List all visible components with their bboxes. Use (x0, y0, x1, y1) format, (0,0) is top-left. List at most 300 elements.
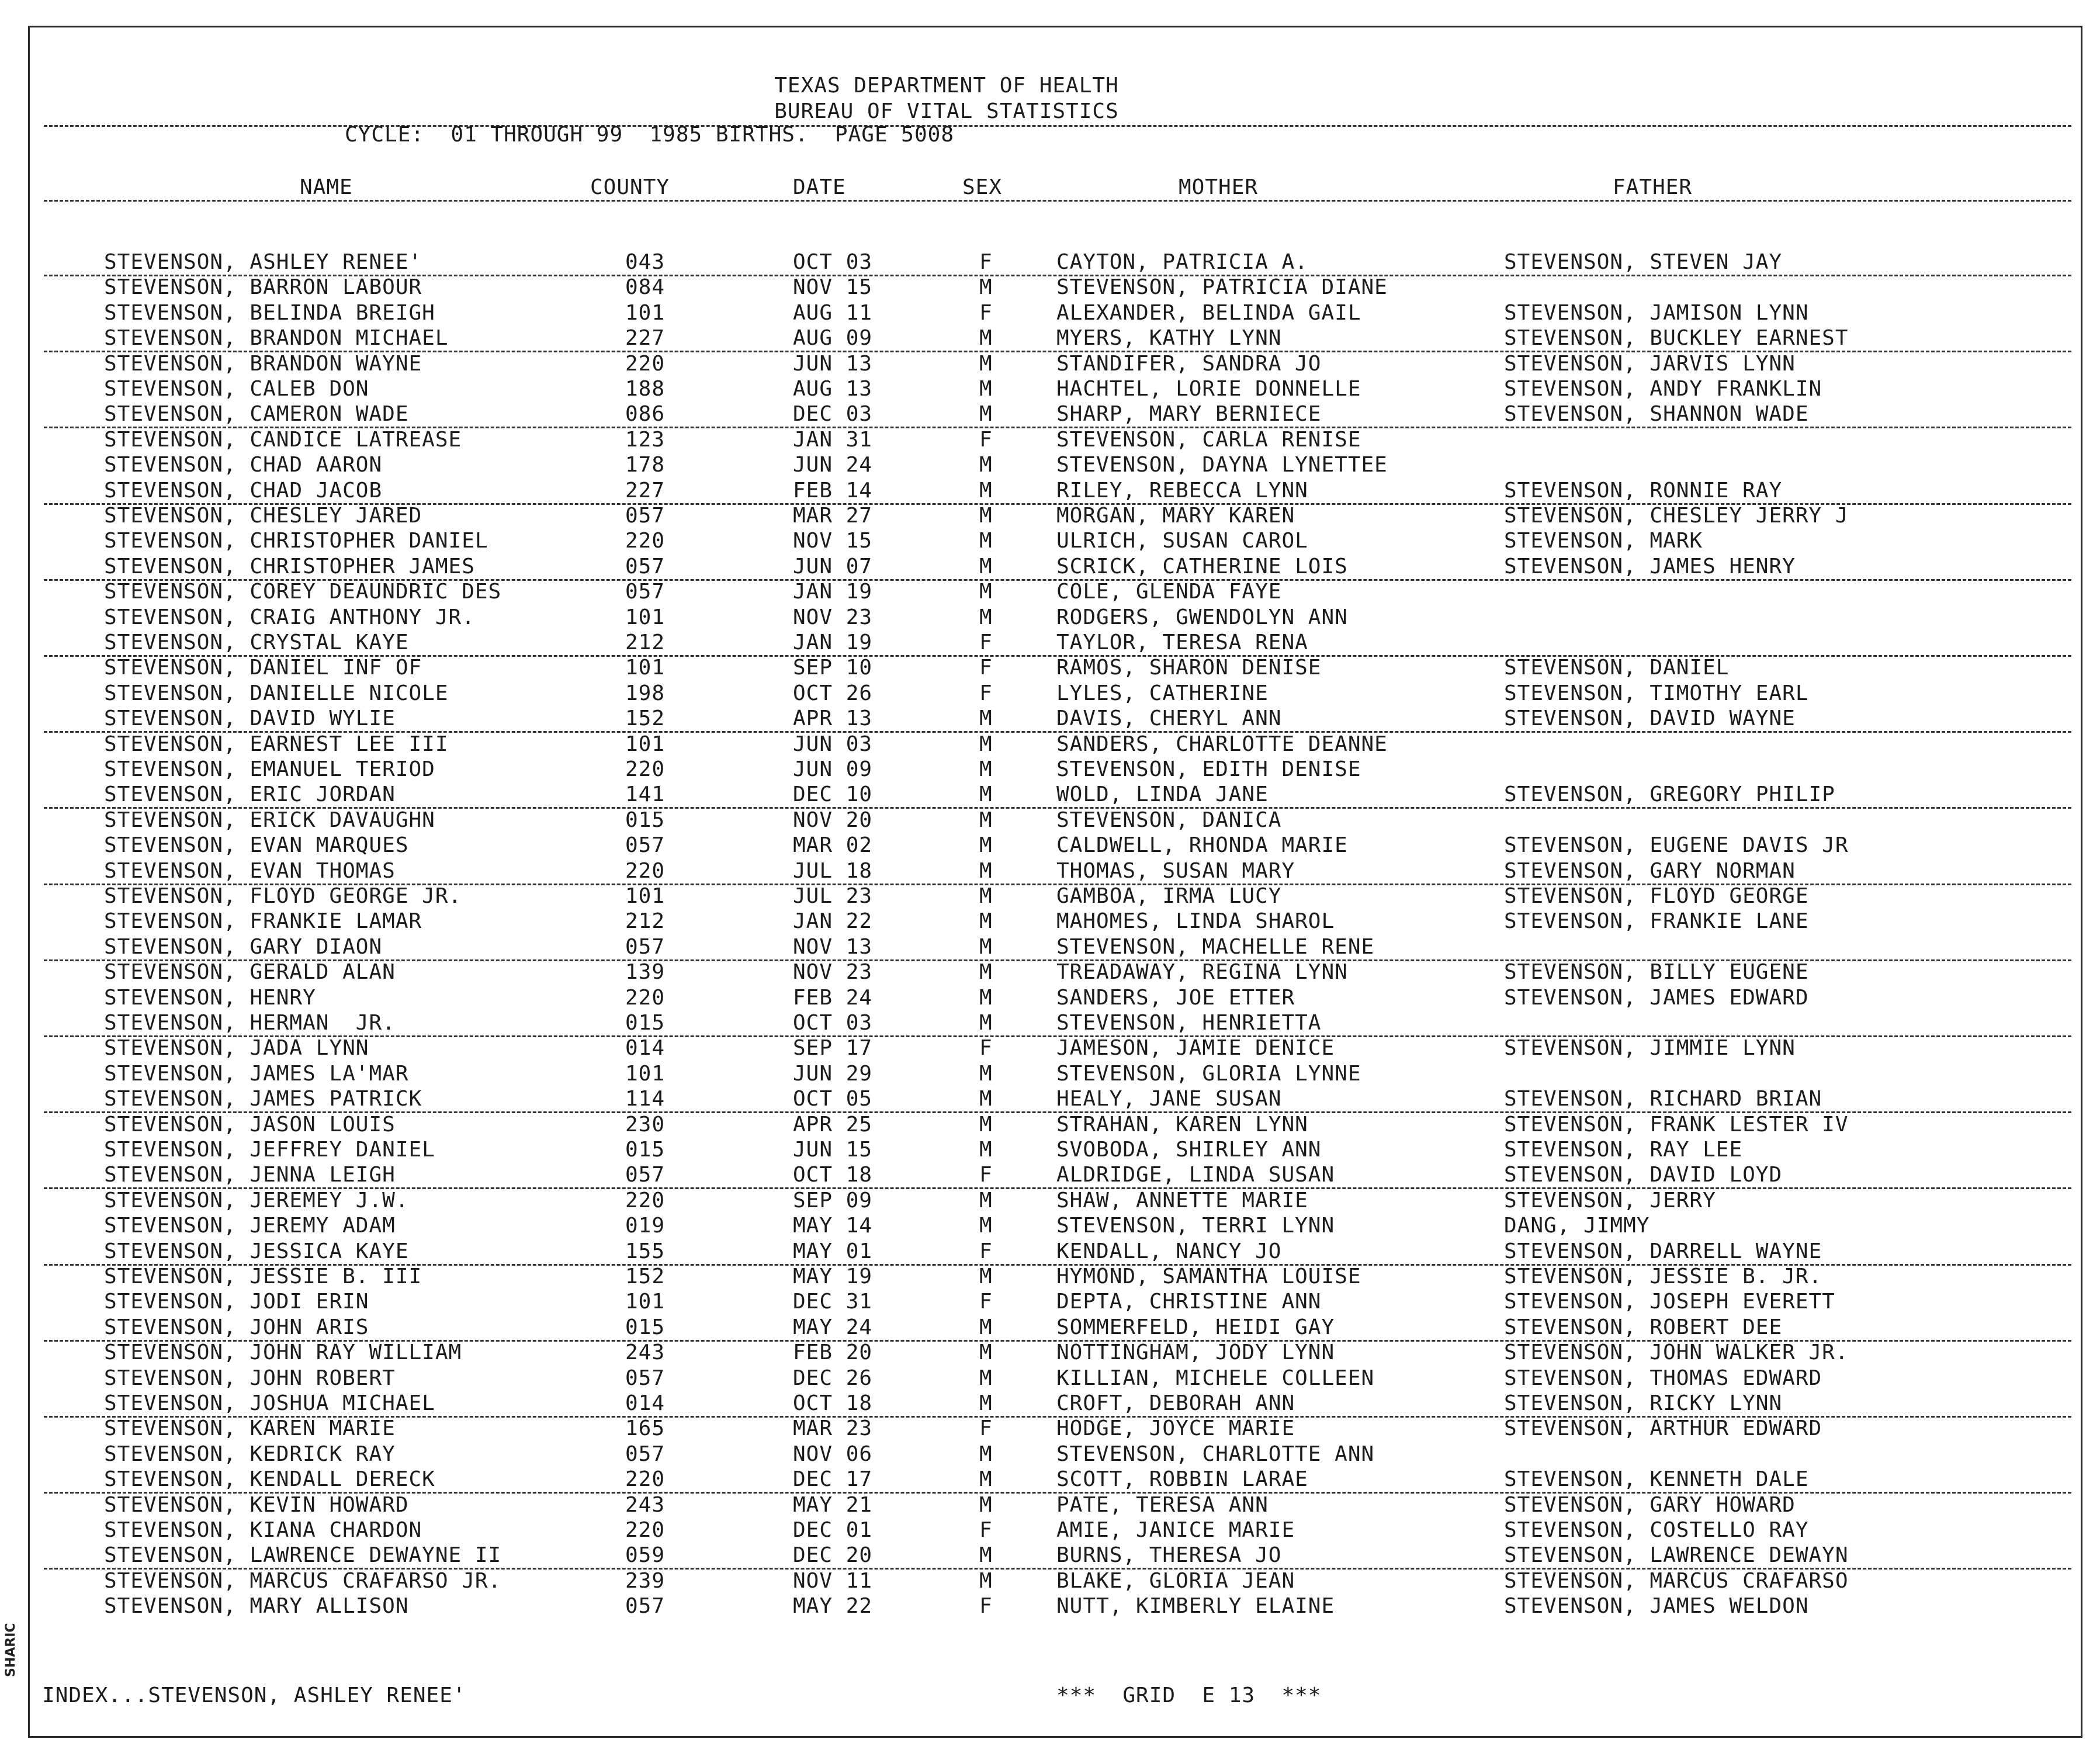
record-name: STEVENSON, KAREN MARIE (104, 1416, 396, 1441)
record-mother: RODGERS, GWENDOLYN ANN (1056, 605, 1348, 629)
record-father: STEVENSON, GREGORY PHILIP (1504, 782, 1835, 807)
record-name: STEVENSON, GERALD ALAN (104, 960, 396, 985)
record-mother: HEALY, JANE SUSAN (1056, 1087, 1282, 1111)
record-father: STEVENSON, DAVID LOYD (1504, 1163, 1783, 1187)
record-row (0, 530, 2100, 555)
record-mother: SHAW, ANNETTE MARIE (1056, 1188, 1308, 1212)
record-date: SEP 10 (793, 656, 873, 680)
record-father: STEVENSON, EUGENE DAVIS JR (1504, 833, 1849, 858)
record-mother: STEVENSON, TERRI LYNN (1056, 1214, 1335, 1238)
record-mother: STANDIFER, SANDRA JO (1056, 351, 1322, 376)
record-date: JUL 23 (793, 884, 873, 908)
record-father: STEVENSON, DANIEL (1504, 656, 1730, 680)
record-name: STEVENSON, KIANA CHARDON (104, 1518, 422, 1542)
record-date: NOV 23 (793, 605, 873, 629)
record-row (0, 1468, 2100, 1494)
record-county: 114 (625, 1087, 666, 1111)
record-mother: LYLES, CATHERINE (1056, 681, 1269, 705)
record-father: STEVENSON, RICHARD BRIAN (1504, 1087, 1822, 1111)
record-sex: M (979, 909, 993, 934)
record-mother: NUTT, KIMBERLY ELAINE (1056, 1594, 1335, 1619)
record-date: AUG 11 (793, 300, 873, 325)
record-name: STEVENSON, JOHN ARIS (104, 1315, 369, 1339)
record-county: 057 (625, 1163, 666, 1187)
record-row (0, 910, 2100, 936)
record-sex: F (979, 1163, 993, 1187)
record-sex: M (979, 1340, 993, 1365)
record-sex: M (979, 1188, 993, 1212)
record-county: 227 (625, 326, 666, 351)
record-date: MAY 22 (793, 1594, 873, 1619)
record-date: JAN 19 (793, 630, 873, 654)
record-name: STEVENSON, JEFFREY DANIEL (104, 1138, 435, 1162)
record-row (0, 1139, 2100, 1164)
record-father: STEVENSON, STEVEN JAY (1504, 250, 1783, 274)
record-row (0, 1063, 2100, 1088)
record-county: 230 (625, 1112, 666, 1137)
record-row (0, 454, 2100, 479)
record-county: 101 (625, 1290, 666, 1314)
record-sex: M (979, 985, 993, 1010)
record-county: 057 (625, 580, 666, 604)
record-row (0, 1190, 2100, 1215)
record-father: STEVENSON, JIMMIE LYNN (1504, 1036, 1796, 1061)
record-county: 057 (625, 554, 666, 578)
record-county: 059 (625, 1543, 666, 1568)
record-mother: KENDALL, NANCY JO (1056, 1239, 1282, 1263)
record-name: STEVENSON, HERMAN JR. (104, 1011, 396, 1035)
record-row (0, 961, 2100, 986)
record-county: 043 (625, 250, 666, 274)
record-name: STEVENSON, EARNEST LEE III (104, 732, 449, 756)
record-name: STEVENSON, CHRISTOPHER JAMES (104, 554, 475, 578)
record-father: STEVENSON, RAY LEE (1504, 1138, 1743, 1162)
record-mother: CROFT, DEBORAH ANN (1056, 1391, 1295, 1415)
record-row (0, 1570, 2100, 1595)
record-date: NOV 11 (793, 1568, 873, 1593)
record-sex: M (979, 833, 993, 858)
record-sex: M (979, 884, 993, 908)
record-row (0, 1494, 2100, 1519)
record-date: MAY 01 (793, 1239, 873, 1263)
record-name: STEVENSON, FRANKIE LAMAR (104, 909, 422, 934)
record-father: STEVENSON, JOHN WALKER JR. (1504, 1340, 1849, 1365)
record-county: 198 (625, 681, 666, 705)
record-date: OCT 18 (793, 1163, 873, 1187)
record-county: 152 (625, 1264, 666, 1288)
record-name: STEVENSON, JASON LOUIS (104, 1112, 396, 1137)
record-sex: M (979, 1543, 993, 1568)
record-father: STEVENSON, LAWRENCE DEWAYN (1504, 1543, 1849, 1568)
record-sex: M (979, 1011, 993, 1035)
record-mother: MAHOMES, LINDA SHAROL (1056, 909, 1335, 934)
record-row (0, 758, 2100, 784)
record-father: STEVENSON, GARY HOWARD (1504, 1492, 1796, 1517)
header-bureau: BUREAU OF VITAL STATISTICS (774, 99, 1119, 123)
record-date: AUG 09 (793, 326, 873, 351)
record-name: STEVENSON, JESSIE B. III (104, 1264, 422, 1288)
record-mother: ALEXANDER, BELINDA GAIL (1056, 300, 1361, 325)
record-county: 101 (625, 300, 666, 325)
record-name: STEVENSON, JEREMY ADAM (104, 1214, 396, 1238)
record-mother: SANDERS, CHARLOTTE DEANNE (1056, 732, 1388, 756)
record-row (0, 1418, 2100, 1443)
record-date: MAY 21 (793, 1492, 873, 1517)
record-name: STEVENSON, KENDALL DERECK (104, 1467, 435, 1492)
record-row (0, 1595, 2100, 1620)
record-mother: STEVENSON, HENRIETTA (1056, 1011, 1322, 1035)
record-sex: F (979, 250, 993, 274)
record-row (0, 683, 2100, 708)
record-father: STEVENSON, FRANK LESTER IV (1504, 1112, 1849, 1137)
record-sex: M (979, 504, 993, 528)
record-county: 239 (625, 1568, 666, 1593)
record-date: NOV 15 (793, 529, 873, 553)
record-name: STEVENSON, CANDICE LATREASE (104, 427, 462, 452)
record-name: STEVENSON, ERIC JORDAN (104, 782, 396, 807)
record-mother: ULRICH, SUSAN CAROL (1056, 529, 1308, 553)
record-county: 123 (625, 427, 666, 452)
record-mother: TAYLOR, TERESA RENA (1056, 630, 1308, 654)
record-name: STEVENSON, BELINDA BREIGH (104, 300, 435, 325)
record-row (0, 1114, 2100, 1139)
record-row (0, 708, 2100, 733)
record-sex: M (979, 326, 993, 351)
record-sex: F (979, 656, 993, 680)
record-name: STEVENSON, EVAN MARQUES (104, 833, 409, 858)
record-date: DEC 01 (793, 1518, 873, 1542)
record-name: STEVENSON, BRANDON WAYNE (104, 351, 422, 376)
record-date: NOV 15 (793, 275, 873, 300)
record-date: MAY 19 (793, 1264, 873, 1288)
record-mother: JAMESON, JAMIE DENICE (1056, 1036, 1335, 1061)
record-date: MAY 14 (793, 1214, 873, 1238)
record-mother: WOLD, LINDA JANE (1056, 782, 1269, 807)
record-date: MAR 02 (793, 833, 873, 858)
record-father: STEVENSON, JAMES HENRY (1504, 554, 1796, 578)
record-sex: M (979, 1366, 993, 1390)
record-county: 057 (625, 1366, 666, 1390)
record-date: MAR 23 (793, 1416, 873, 1441)
record-mother: CAYTON, PATRICIA A. (1056, 250, 1308, 274)
record-row (0, 1392, 2100, 1418)
record-row (0, 1012, 2100, 1037)
record-date: JUN 09 (793, 757, 873, 781)
record-sex: F (979, 1416, 993, 1441)
record-father: STEVENSON, THOMAS EDWARD (1504, 1366, 1822, 1390)
record-date: OCT 26 (793, 681, 873, 705)
record-date: NOV 20 (793, 808, 873, 832)
record-row (0, 302, 2100, 327)
record-sex: M (979, 1568, 993, 1593)
side-label: SHARIC (4, 1623, 18, 1677)
record-county: 139 (625, 960, 666, 985)
record-row (0, 1443, 2100, 1468)
record-name: STEVENSON, CRAIG ANTHONY JR. (104, 605, 475, 629)
record-county: 178 (625, 453, 666, 477)
record-county: 057 (625, 504, 666, 528)
record-county: 014 (625, 1391, 666, 1415)
record-sex: M (979, 351, 993, 376)
record-sex: M (979, 275, 993, 300)
record-date: APR 13 (793, 706, 873, 731)
record-sex: M (979, 1467, 993, 1492)
record-father: STEVENSON, ANDY FRANKLIN (1504, 377, 1822, 401)
record-county: 212 (625, 909, 666, 934)
record-name: STEVENSON, JADA LYNN (104, 1036, 369, 1061)
record-sex: M (979, 402, 993, 427)
record-sex: M (979, 1061, 993, 1086)
record-county: 015 (625, 1138, 666, 1162)
record-name: STEVENSON, ERICK DAVAUGHN (104, 808, 435, 832)
record-name: STEVENSON, JEREMEY J.W. (104, 1188, 409, 1212)
record-date: OCT 03 (793, 1011, 873, 1035)
record-name: STEVENSON, KEDRICK RAY (104, 1442, 396, 1466)
record-date: APR 25 (793, 1112, 873, 1137)
record-name: STEVENSON, JESSICA KAYE (104, 1239, 409, 1263)
record-father: STEVENSON, TIMOTHY EARL (1504, 681, 1809, 705)
record-sex: M (979, 1315, 993, 1339)
record-sex: M (979, 1442, 993, 1466)
record-row (0, 1367, 2100, 1392)
record-name: STEVENSON, JENNA LEIGH (104, 1163, 396, 1187)
record-date: AUG 13 (793, 377, 873, 401)
record-mother: HODGE, JOYCE MARIE (1056, 1416, 1295, 1441)
record-father: STEVENSON, ROBERT DEE (1504, 1315, 1783, 1339)
record-row (0, 1241, 2100, 1266)
record-father: STEVENSON, CHESLEY JERRY J (1504, 504, 1849, 528)
record-county: 057 (625, 934, 666, 959)
record-name: STEVENSON, JAMES LA'MAR (104, 1061, 409, 1086)
record-date: JUN 03 (793, 732, 873, 756)
record-county: 220 (625, 858, 666, 883)
record-father: STEVENSON, COSTELLO RAY (1504, 1518, 1809, 1542)
record-date: JAN 31 (793, 427, 873, 452)
record-sex: F (979, 427, 993, 452)
record-county: 057 (625, 1442, 666, 1466)
record-row (0, 378, 2100, 403)
record-sex: M (979, 554, 993, 578)
record-row (0, 1088, 2100, 1113)
record-name: STEVENSON, DANIEL INF OF (104, 656, 422, 680)
record-date: SEP 17 (793, 1036, 873, 1061)
record-row (0, 885, 2100, 910)
record-father: STEVENSON, JARVIS LYNN (1504, 351, 1796, 376)
record-county: 220 (625, 757, 666, 781)
record-sex: F (979, 300, 993, 325)
record-name: STEVENSON, JOHN ROBERT (104, 1366, 396, 1390)
record-sex: F (979, 1290, 993, 1314)
record-county: 057 (625, 1594, 666, 1619)
record-name: STEVENSON, JOSHUA MICHAEL (104, 1391, 435, 1415)
record-county: 220 (625, 529, 666, 553)
record-mother: NOTTINGHAM, JODY LYNN (1056, 1340, 1335, 1365)
record-name: STEVENSON, CRYSTAL KAYE (104, 630, 409, 654)
record-date: MAY 24 (793, 1315, 873, 1339)
record-county: 165 (625, 1416, 666, 1441)
record-father: STEVENSON, MARK (1504, 529, 1703, 553)
record-mother: SHARP, MARY BERNIECE (1056, 402, 1322, 427)
record-date: DEC 20 (793, 1543, 873, 1568)
record-father: STEVENSON, JAMES WELDON (1504, 1594, 1809, 1619)
record-row (0, 1317, 2100, 1342)
record-sex: M (979, 1391, 993, 1415)
record-row (0, 505, 2100, 530)
record-sex: M (979, 453, 993, 477)
record-county: 220 (625, 1188, 666, 1212)
record-name: STEVENSON, EVAN THOMAS (104, 858, 396, 883)
record-father: STEVENSON, FLOYD GEORGE (1504, 884, 1809, 908)
record-mother: ALDRIDGE, LINDA SUSAN (1056, 1163, 1335, 1187)
record-county: 220 (625, 351, 666, 376)
record-row (0, 860, 2100, 885)
record-mother: CALDWELL, RHONDA MARIE (1056, 833, 1348, 858)
record-father: STEVENSON, JAMISON LYNN (1504, 300, 1809, 325)
record-row (0, 1164, 2100, 1189)
record-name: STEVENSON, CHESLEY JARED (104, 504, 422, 528)
record-name: STEVENSON, EMANUEL TERIOD (104, 757, 435, 781)
record-sex: M (979, 1214, 993, 1238)
record-county: 152 (625, 706, 666, 731)
record-row (0, 834, 2100, 860)
record-mother: AMIE, JANICE MARIE (1056, 1518, 1295, 1542)
record-date: JUN 15 (793, 1138, 873, 1162)
record-name: STEVENSON, FLOYD GEORGE JR. (104, 884, 462, 908)
record-name: STEVENSON, MARCUS CRAFARSO JR. (104, 1568, 502, 1593)
header-cycle: CYCLE: 01 THROUGH 99 1985 BIRTHS. PAGE 5008 (345, 123, 954, 147)
record-county: 101 (625, 656, 666, 680)
record-row (0, 936, 2100, 961)
record-sex: M (979, 1112, 993, 1137)
record-sex: M (979, 1264, 993, 1288)
record-mother: STEVENSON, PATRICIA DIANE (1056, 275, 1388, 300)
record-sex: M (979, 934, 993, 959)
record-father: STEVENSON, RONNIE RAY (1504, 478, 1783, 503)
record-mother: BURNS, THERESA JO (1056, 1543, 1282, 1568)
record-name: STEVENSON, JAMES PATRICK (104, 1087, 422, 1111)
record-sex: M (979, 706, 993, 731)
record-county: 243 (625, 1492, 666, 1517)
col-name: NAME (300, 175, 353, 199)
footer-index: INDEX...STEVENSON, ASHLEY RENEE' (42, 1683, 466, 1707)
record-county: 220 (625, 985, 666, 1010)
record-name: STEVENSON, BRANDON MICHAEL (104, 326, 449, 351)
record-mother: SCOTT, ROBBIN LARAE (1056, 1467, 1308, 1492)
record-date: DEC 31 (793, 1290, 873, 1314)
record-county: 015 (625, 1011, 666, 1035)
record-row (0, 251, 2100, 276)
record-county: 212 (625, 630, 666, 654)
record-date: DEC 26 (793, 1366, 873, 1390)
record-sex: M (979, 529, 993, 553)
record-sex: M (979, 1138, 993, 1162)
record-sex: M (979, 960, 993, 985)
record-mother: STEVENSON, DAYNA LYNETTEE (1056, 453, 1388, 477)
record-county: 101 (625, 884, 666, 908)
record-mother: THOMAS, SUSAN MARY (1056, 858, 1295, 883)
record-name: STEVENSON, CHAD AARON (104, 453, 383, 477)
record-county: 220 (625, 1467, 666, 1492)
record-row (0, 987, 2100, 1012)
record-row (0, 1266, 2100, 1291)
record-date: OCT 18 (793, 1391, 873, 1415)
record-name: STEVENSON, JOHN RAY WILLIAM (104, 1340, 462, 1365)
record-name: STEVENSON, COREY DEAUNDRIC DES (104, 580, 502, 604)
record-name: STEVENSON, MARY ALLISON (104, 1594, 409, 1619)
record-date: JAN 19 (793, 580, 873, 604)
record-sex: M (979, 757, 993, 781)
record-mother: KILLIAN, MICHELE COLLEEN (1056, 1366, 1375, 1390)
record-date: FEB 24 (793, 985, 873, 1010)
record-mother: SCRICK, CATHERINE LOIS (1056, 554, 1348, 578)
record-father: STEVENSON, DAVID WAYNE (1504, 706, 1796, 731)
record-county: 084 (625, 275, 666, 300)
record-mother: STEVENSON, MACHELLE RENE (1056, 934, 1375, 959)
record-father: STEVENSON, JOSEPH EVERETT (1504, 1290, 1835, 1314)
record-county: 019 (625, 1214, 666, 1238)
record-name: STEVENSON, CHRISTOPHER DANIEL (104, 529, 488, 553)
record-name: STEVENSON, GARY DIAON (104, 934, 383, 959)
record-sex: F (979, 1594, 993, 1619)
record-county: 101 (625, 732, 666, 756)
record-mother: STRAHAN, KAREN LYNN (1056, 1112, 1308, 1137)
record-row (0, 327, 2100, 352)
record-date: NOV 13 (793, 934, 873, 959)
record-row (0, 1342, 2100, 1367)
record-county: 155 (625, 1239, 666, 1263)
record-row (0, 429, 2100, 454)
record-mother: SOMMERFELD, HEIDI GAY (1056, 1315, 1335, 1339)
footer-grid: *** GRID E 13 *** (1056, 1683, 1322, 1707)
record-sex: F (979, 1239, 993, 1263)
record-row (0, 480, 2100, 505)
record-row (0, 1215, 2100, 1240)
col-mother: MOTHER (1179, 175, 1259, 199)
record-name: STEVENSON, CALEB DON (104, 377, 369, 401)
record-sex: M (979, 605, 993, 629)
header-title: TEXAS DEPARTMENT OF HEALTH (774, 74, 1119, 98)
record-father: STEVENSON, KENNETH DALE (1504, 1467, 1809, 1492)
record-county: 188 (625, 377, 666, 401)
record-name: STEVENSON, HENRY (104, 985, 316, 1010)
col-sex: SEX (962, 175, 1003, 199)
record-sex: M (979, 782, 993, 807)
record-name: STEVENSON, BARRON LABOUR (104, 275, 422, 300)
record-date: DEC 03 (793, 402, 873, 427)
record-name: STEVENSON, CHAD JACOB (104, 478, 383, 503)
columns-divider (44, 200, 2071, 202)
record-sex: F (979, 1518, 993, 1542)
record-row (0, 784, 2100, 809)
record-county: 141 (625, 782, 666, 807)
record-row (0, 1544, 2100, 1570)
col-county: COUNTY (590, 175, 670, 199)
record-row (0, 276, 2100, 302)
record-mother: HACHTEL, LORIE DONNELLE (1056, 377, 1361, 401)
record-mother: STEVENSON, DANICA (1056, 808, 1282, 832)
record-father: DANG, JIMMY (1504, 1214, 1650, 1238)
record-name: STEVENSON, ASHLEY RENEE' (104, 250, 422, 274)
record-mother: STEVENSON, CARLA RENISE (1056, 427, 1361, 452)
record-date: JUL 18 (793, 858, 873, 883)
record-county: 015 (625, 1315, 666, 1339)
record-county: 086 (625, 402, 666, 427)
record-father: STEVENSON, BUCKLEY EARNEST (1504, 326, 1849, 351)
record-mother: MORGAN, MARY KAREN (1056, 504, 1295, 528)
record-sex: F (979, 681, 993, 705)
record-row (0, 1037, 2100, 1062)
record-date: SEP 09 (793, 1188, 873, 1212)
